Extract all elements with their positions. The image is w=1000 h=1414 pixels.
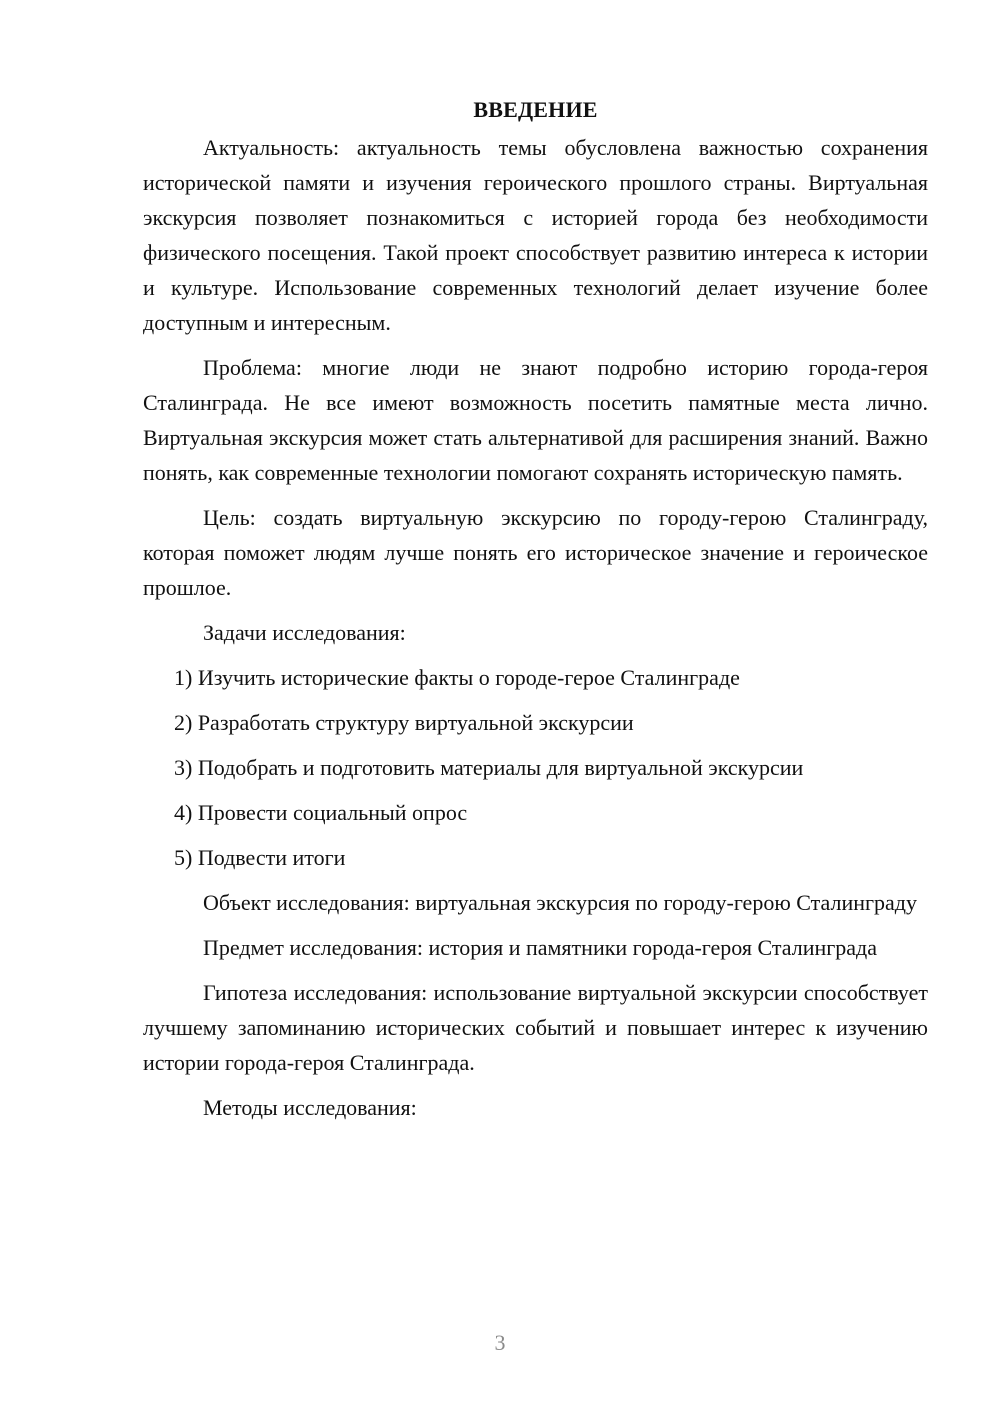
hypothesis-paragraph: Гипотеза исследования: использование виртуальной экскурсии способствует лучшему запоминанию исторических событий и повышает интерес к изучению истории города-героя Сталинграда. xyxy=(143,980,928,1075)
problem-paragraph: Проблема: многие люди не знают подробно историю города-героя Сталинграда. Не все имеют возможность посетить памятные места лично. Виртуальная экскурсия может стать альтернативой для расширения знаний. Важно понять, как современные технологии помогают сохранять историческую память. xyxy=(143,355,928,485)
task-item: 2) Разработать структуру виртуальной экскурсии xyxy=(174,710,634,735)
tasks-list xyxy=(143,660,928,875)
task-item: 4) Провести социальный опрос xyxy=(174,800,468,825)
tasks-heading: Задачи исследования: xyxy=(203,620,406,645)
document-page xyxy=(143,92,928,1135)
subject-paragraph: Предмет исследования: история и памятники города-героя Сталинграда xyxy=(203,935,877,960)
page-number: 3 xyxy=(494,1330,506,1355)
goal-paragraph: Цель: создать виртуальную экскурсию по городу-герою Сталинграду, которая поможет людям лучше понять его историческое значение и героическое прошлое. xyxy=(143,505,928,600)
section-title: ВВЕДЕНИЕ xyxy=(473,97,598,122)
task-item: 5) Подвести итоги xyxy=(174,845,346,870)
relevance-paragraph: Актуальность: актуальность темы обусловлена важностью сохранения исторической памяти и изучения героического прошлого страны. Виртуальная экскурсия позволяет познакомиться с историей города без необходимости физического посещения. Такой проект способствует развитию интереса к истории и культуре. Использование современных технологий делает изучение более доступным и интересным. xyxy=(143,135,928,335)
object-paragraph: Объект исследования: виртуальная экскурсия по городу-герою Сталинграду xyxy=(203,890,917,915)
task-item: 1) Изучить исторические факты о городе-герое Сталинграде xyxy=(174,665,740,690)
methods-heading: Методы исследования: xyxy=(203,1095,417,1120)
task-item: 3) Подобрать и подготовить материалы для виртуальной экскурсии xyxy=(174,755,804,780)
